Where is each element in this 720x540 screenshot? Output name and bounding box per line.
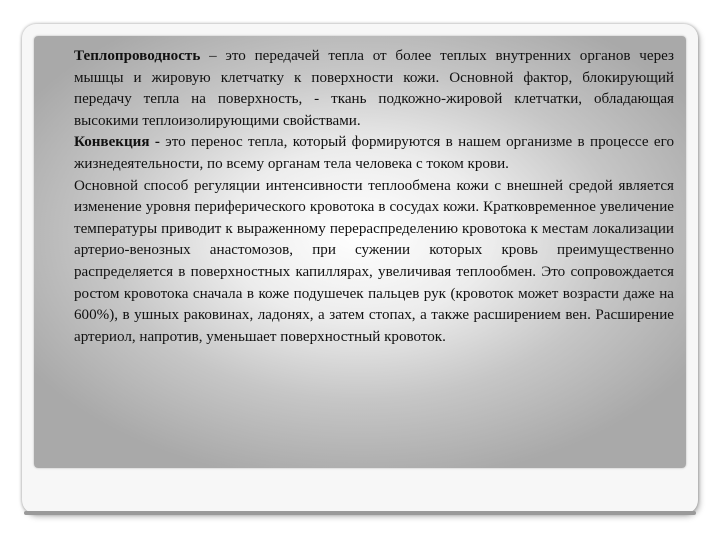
paragraph-heat-conduction xyxy=(74,46,674,132)
paragraph-regulation: Основной способ регуляции интенсивности теплообмена кожи с внешней средой является изменение уровня периферического кровотока в сосудах кожи. Кратковременное увеличение температуры приводит к выраженному перераспределению кровотока к местам локализации артерио-венозных анастомозов, при сужении которых кровь преимущественно распределяется в поверхностных капиллярах, увеличивая теплообмен. Это сопровождается ростом кровотока сначала в коже подушечек пальцев рук (кровоток может возрасти даже на 600%), в ушных раковинах, ладонях, а затем стопах, а также расширением вен. Расширение артериол, напротив, уменьшает поверхностный кровоток. xyxy=(74,177,674,345)
slide-text xyxy=(74,46,674,348)
term-heat-conduction: Теплопроводность xyxy=(74,48,201,64)
bottom-decorative-bar xyxy=(24,511,696,515)
convection-definition: это перенос тепла, который формируются в нашем организме в процессе его жизнедеятельности, по всему органам тела человека с током крови. xyxy=(74,134,674,172)
heat-conduction-definition: – это передачей тепла от более теплых внутренних органов через мышцы и жировую клетчатку к поверхности кожи. Основной фактор, блокирующий передачу тепла на поверхность, - ткань подкожно-жировой клетчатки, обладающая высокими теплоизолирующими свойствами. xyxy=(74,48,674,129)
paragraph-convection xyxy=(74,132,674,175)
term-convection: Конвекция - xyxy=(74,134,160,151)
